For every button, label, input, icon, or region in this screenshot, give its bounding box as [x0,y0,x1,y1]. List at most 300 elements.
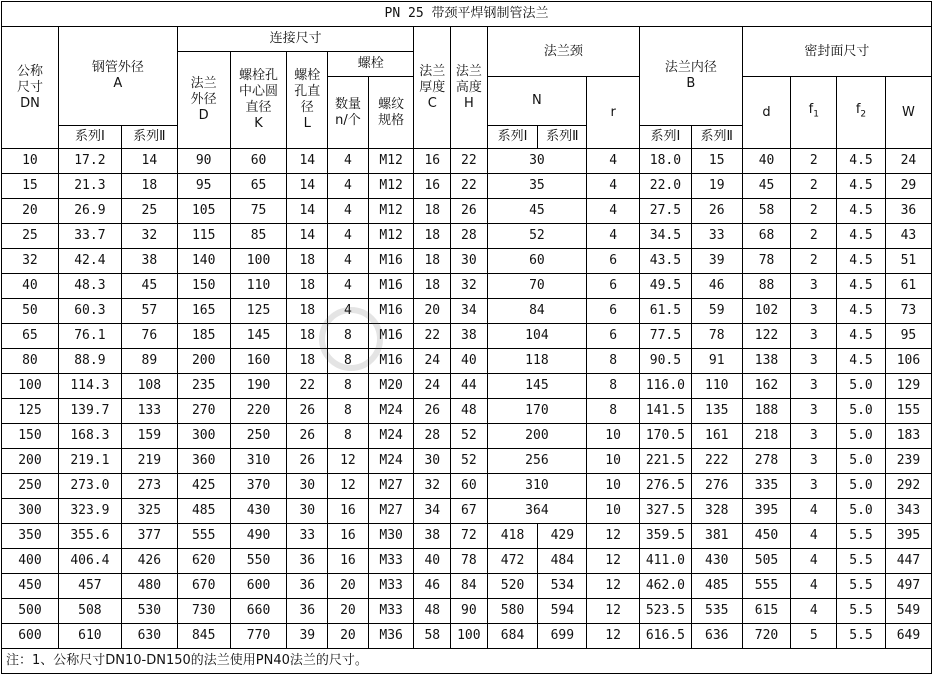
cell-w: 129 [885,374,931,399]
cell-h: 22 [451,149,488,174]
cell-k: 65 [230,174,287,199]
cell-w: 51 [885,249,931,274]
cell-a1: 406.4 [58,549,121,574]
cell-a2: 45 [121,274,177,299]
cell-k: 770 [230,624,287,649]
header-connect: 连接尺寸 [177,27,414,52]
cell-h: 60 [451,474,488,499]
cell-c: 32 [414,474,451,499]
cell-b1: 411.0 [640,549,692,574]
cell-k: 85 [230,224,287,249]
cell-f2: 5.5 [837,524,886,549]
cell-a2: 108 [121,374,177,399]
cell-h: 34 [451,299,488,324]
header-dn: 公称 尺寸 DN [2,27,59,149]
cell-w: 29 [885,174,931,199]
cell-d: 102 [742,299,791,324]
cell-d: 88 [742,274,791,299]
cell-h: 48 [451,399,488,424]
cell-w: 395 [885,524,931,549]
cell-dn: 200 [2,449,59,474]
cell-a1: 457 [58,574,121,599]
table-row [2,449,932,474]
cell-d: 845 [177,624,230,649]
cell-d: 95 [177,174,230,199]
header-bolt-hole: 螺栓 孔直 径 L [287,52,328,149]
cell-c: 16 [414,174,451,199]
header-seal-d: d [742,77,791,149]
cell-n: 4 [328,224,369,249]
cell-a2: 377 [121,524,177,549]
cell-l: 26 [287,449,328,474]
cell-f2: 5.0 [837,474,886,499]
cell-d: 730 [177,599,230,624]
cell-c: 34 [414,499,451,524]
cell-a1: 88.9 [58,349,121,374]
table-row [2,524,932,549]
cell-n: 4 [328,249,369,274]
table-row [2,224,932,249]
cell-f2: 4.5 [837,249,886,274]
cell-c: 18 [414,249,451,274]
cell-l: 14 [287,224,328,249]
cell-l: 18 [287,324,328,349]
cell-dn: 400 [2,549,59,574]
cell-n: 8 [328,399,369,424]
cell-k: 600 [230,574,287,599]
cell-d: 68 [742,224,791,249]
cell-b2: 135 [691,399,742,424]
cell-n: 310 [487,474,587,499]
table-row [2,324,932,349]
cell-f1: 4 [791,524,837,549]
cell-f1: 5 [791,624,837,649]
cell-f2: 5.0 [837,424,886,449]
cell-h: 26 [451,199,488,224]
cell-b2: 59 [691,299,742,324]
cell-d: 335 [742,474,791,499]
cell-d: 425 [177,474,230,499]
cell-th: M27 [368,474,414,499]
cell-r: 10 [587,424,640,449]
cell-c: 18 [414,224,451,249]
cell-c: 22 [414,324,451,349]
cell-c: 24 [414,349,451,374]
cell-n: 20 [328,624,369,649]
cell-r: 12 [587,624,640,649]
cell-dn: 125 [2,399,59,424]
cell-f2: 5.5 [837,549,886,574]
cell-n: 104 [487,324,587,349]
cell-th: M33 [368,599,414,624]
cell-d: 620 [177,549,230,574]
cell-b1: 22.0 [640,174,692,199]
cell-dn: 450 [2,574,59,599]
header-bore: 法兰内径 B [640,27,743,126]
cell-th: M30 [368,524,414,549]
cell-d: 45 [742,174,791,199]
cell-th: M33 [368,549,414,574]
cell-f2: 5.0 [837,374,886,399]
cell-b1: 141.5 [640,399,692,424]
cell-d: 278 [742,449,791,474]
cell-d: 150 [177,274,230,299]
cell-th: M16 [368,299,414,324]
cell-w: 155 [885,399,931,424]
cell-b1: 49.5 [640,274,692,299]
cell-a2: 38 [121,249,177,274]
cell-n: 12 [328,474,369,499]
cell-b2: 78 [691,324,742,349]
cell-b2: 381 [691,524,742,549]
cell-dn: 150 [2,424,59,449]
cell-b1: 61.5 [640,299,692,324]
header-neck-series2: 系列Ⅱ [538,126,587,149]
cell-b2: 430 [691,549,742,574]
cell-l: 14 [287,149,328,174]
cell-d: 670 [177,574,230,599]
cell-th: M16 [368,324,414,349]
table-row [2,149,932,174]
cell-f2: 4.5 [837,274,886,299]
cell-a1: 610 [58,624,121,649]
cell-c: 28 [414,424,451,449]
cell-w: 497 [885,574,931,599]
cell-a1: 355.6 [58,524,121,549]
cell-k: 145 [230,324,287,349]
cell-n: 35 [487,174,587,199]
header-bore-series2: 系列Ⅱ [691,126,742,149]
cell-b2: 15 [691,149,742,174]
cell-n: 20 [328,574,369,599]
cell-n1: 684 [487,624,538,649]
header-seal-f2-text: $f_2$ [855,102,867,120]
cell-n: 145 [487,374,587,399]
cell-dn: 25 [2,224,59,249]
cell-n: 256 [487,449,587,474]
cell-w: 95 [885,324,931,349]
header-neck: 法兰颈 [487,27,639,77]
cell-r: 10 [587,449,640,474]
cell-h: 28 [451,224,488,249]
cell-th: M20 [368,374,414,399]
cell-d: 140 [177,249,230,274]
cell-w: 43 [885,224,931,249]
cell-a2: 426 [121,549,177,574]
cell-l: 26 [287,399,328,424]
cell-c: 24 [414,374,451,399]
cell-h: 52 [451,424,488,449]
table-row [2,299,932,324]
cell-f1: 4 [791,549,837,574]
cell-l: 18 [287,249,328,274]
cell-a1: 21.3 [58,174,121,199]
header-bore-series1: 系列Ⅰ [640,126,692,149]
cell-n: 4 [328,149,369,174]
cell-a2: 630 [121,624,177,649]
cell-d: 200 [177,349,230,374]
cell-b2: 535 [691,599,742,624]
cell-f1: 4 [791,574,837,599]
cell-b1: 34.5 [640,224,692,249]
header-neck-series1: 系列Ⅰ [487,126,538,149]
cell-n: 4 [328,274,369,299]
cell-f1: 3 [791,424,837,449]
cell-k: 310 [230,449,287,474]
cell-n: 16 [328,549,369,574]
cell-a1: 168.3 [58,424,121,449]
cell-n: 200 [487,424,587,449]
cell-l: 14 [287,199,328,224]
cell-f1: 3 [791,349,837,374]
cell-dn: 65 [2,324,59,349]
cell-a2: 133 [121,399,177,424]
cell-a1: 42.4 [58,249,121,274]
cell-c: 46 [414,574,451,599]
cell-d: 218 [742,424,791,449]
cell-h: 72 [451,524,488,549]
table-row [2,599,932,624]
cell-l: 30 [287,474,328,499]
cell-n: 8 [328,424,369,449]
cell-n1: 520 [487,574,538,599]
cell-a1: 76.1 [58,324,121,349]
cell-n2: 594 [538,599,587,624]
table-row [2,199,932,224]
cell-b2: 485 [691,574,742,599]
cell-th: M24 [368,449,414,474]
cell-b1: 359.5 [640,524,692,549]
cell-n: 84 [487,299,587,324]
cell-c: 40 [414,549,451,574]
cell-h: 78 [451,549,488,574]
cell-r: 8 [587,399,640,424]
cell-b1: 90.5 [640,349,692,374]
cell-r: 6 [587,299,640,324]
cell-d: 720 [742,624,791,649]
header-bolt: 螺栓 [328,52,414,77]
cell-n2: 699 [538,624,587,649]
cell-n2: 534 [538,574,587,599]
cell-w: 106 [885,349,931,374]
cell-a1: 114.3 [58,374,121,399]
cell-w: 239 [885,449,931,474]
cell-b1: 170.5 [640,424,692,449]
cell-l: 30 [287,499,328,524]
cell-l: 14 [287,174,328,199]
cell-l: 18 [287,349,328,374]
cell-r: 4 [587,224,640,249]
header-seal-f2 [837,77,886,149]
cell-dn: 80 [2,349,59,374]
cell-n: 12 [328,449,369,474]
cell-d: 615 [742,599,791,624]
cell-b1: 77.5 [640,324,692,349]
cell-n: 16 [328,524,369,549]
cell-th: M12 [368,199,414,224]
cell-r: 12 [587,549,640,574]
cell-d: 185 [177,324,230,349]
cell-d: 115 [177,224,230,249]
cell-l: 39 [287,624,328,649]
cell-f2: 4.5 [837,299,886,324]
cell-c: 18 [414,274,451,299]
cell-r: 12 [587,599,640,624]
cell-b2: 33 [691,224,742,249]
cell-k: 110 [230,274,287,299]
cell-c: 20 [414,299,451,324]
cell-k: 190 [230,374,287,399]
cell-k: 250 [230,424,287,449]
cell-th: M27 [368,499,414,524]
cell-th: M16 [368,274,414,299]
cell-f1: 4 [791,599,837,624]
cell-c: 16 [414,149,451,174]
cell-r: 8 [587,349,640,374]
cell-dn: 10 [2,149,59,174]
cell-r: 10 [587,474,640,499]
cell-w: 24 [885,149,931,174]
cell-a2: 32 [121,224,177,249]
cell-w: 73 [885,299,931,324]
cell-dn: 15 [2,174,59,199]
cell-r: 6 [587,324,640,349]
cell-n: 30 [487,149,587,174]
cell-r: 6 [587,249,640,274]
cell-a2: 14 [121,149,177,174]
cell-f2: 5.0 [837,499,886,524]
header-height: 法兰 高度 H [451,27,488,149]
table-row [2,249,932,274]
cell-n2: 484 [538,549,587,574]
cell-dn: 40 [2,274,59,299]
cell-a1: 33.7 [58,224,121,249]
header-seal-f1-text: $f_1$ [808,102,819,120]
header-flange-od: 法兰 外径 D [177,52,230,149]
cell-d: 450 [742,524,791,549]
cell-dn: 350 [2,524,59,549]
cell-f1: 2 [791,224,837,249]
cell-f1: 3 [791,474,837,499]
cell-d: 40 [742,149,791,174]
cell-th: M24 [368,424,414,449]
cell-b1: 616.5 [640,624,692,649]
cell-b2: 222 [691,449,742,474]
cell-f1: 3 [791,299,837,324]
cell-r: 12 [587,524,640,549]
header-seal-w: W [885,77,931,149]
table-row [2,399,932,424]
cell-dn: 300 [2,499,59,524]
cell-dn: 50 [2,299,59,324]
cell-n: 70 [487,274,587,299]
cell-f1: 2 [791,149,837,174]
cell-a2: 273 [121,474,177,499]
cell-w: 343 [885,499,931,524]
cell-n: 4 [328,199,369,224]
cell-n: 170 [487,399,587,424]
cell-h: 52 [451,449,488,474]
cell-b2: 26 [691,199,742,224]
cell-th: M33 [368,574,414,599]
table-row [2,174,932,199]
cell-f2: 5.5 [837,624,886,649]
table-row [2,349,932,374]
cell-th: M36 [368,624,414,649]
cell-a1: 60.3 [58,299,121,324]
cell-n: 4 [328,299,369,324]
cell-r: 4 [587,199,640,224]
cell-k: 490 [230,524,287,549]
cell-l: 26 [287,424,328,449]
cell-h: 22 [451,174,488,199]
cell-k: 100 [230,249,287,274]
cell-d: 270 [177,399,230,424]
cell-th: M12 [368,174,414,199]
cell-b1: 523.5 [640,599,692,624]
page [1,1,932,681]
cell-d: 555 [177,524,230,549]
cell-b2: 636 [691,624,742,649]
cell-c: 38 [414,524,451,549]
cell-a2: 219 [121,449,177,474]
cell-b2: 161 [691,424,742,449]
header-seal: 密封面尺寸 [742,27,931,77]
table-row [2,474,932,499]
cell-d: 138 [742,349,791,374]
cell-f1: 3 [791,324,837,349]
cell-h: 67 [451,499,488,524]
cell-n1: 472 [487,549,538,574]
cell-dn: 32 [2,249,59,274]
cell-n: 8 [328,324,369,349]
cell-f1: 3 [791,274,837,299]
cell-h: 30 [451,249,488,274]
cell-b1: 116.0 [640,374,692,399]
cell-f1: 4 [791,499,837,524]
cell-d: 58 [742,199,791,224]
cell-f1: 3 [791,449,837,474]
cell-f2: 4.5 [837,324,886,349]
cell-a2: 18 [121,174,177,199]
cell-l: 36 [287,549,328,574]
cell-h: 90 [451,599,488,624]
cell-d: 188 [742,399,791,424]
cell-w: 292 [885,474,931,499]
cell-b1: 221.5 [640,449,692,474]
cell-l: 22 [287,374,328,399]
cell-c: 58 [414,624,451,649]
table-row [2,499,932,524]
cell-n: 118 [487,349,587,374]
cell-b1: 43.5 [640,249,692,274]
cell-a1: 273.0 [58,474,121,499]
cell-h: 32 [451,274,488,299]
cell-f1: 2 [791,249,837,274]
cell-f1: 3 [791,399,837,424]
cell-b2: 328 [691,499,742,524]
cell-l: 18 [287,274,328,299]
cell-c: 30 [414,449,451,474]
cell-f2: 5.0 [837,449,886,474]
cell-n: 364 [487,499,587,524]
cell-w: 447 [885,549,931,574]
cell-k: 550 [230,549,287,574]
table-title: PN 25 带颈平焊钢制管法兰 [2,2,932,27]
cell-k: 660 [230,599,287,624]
cell-d: 505 [742,549,791,574]
cell-n: 8 [328,374,369,399]
